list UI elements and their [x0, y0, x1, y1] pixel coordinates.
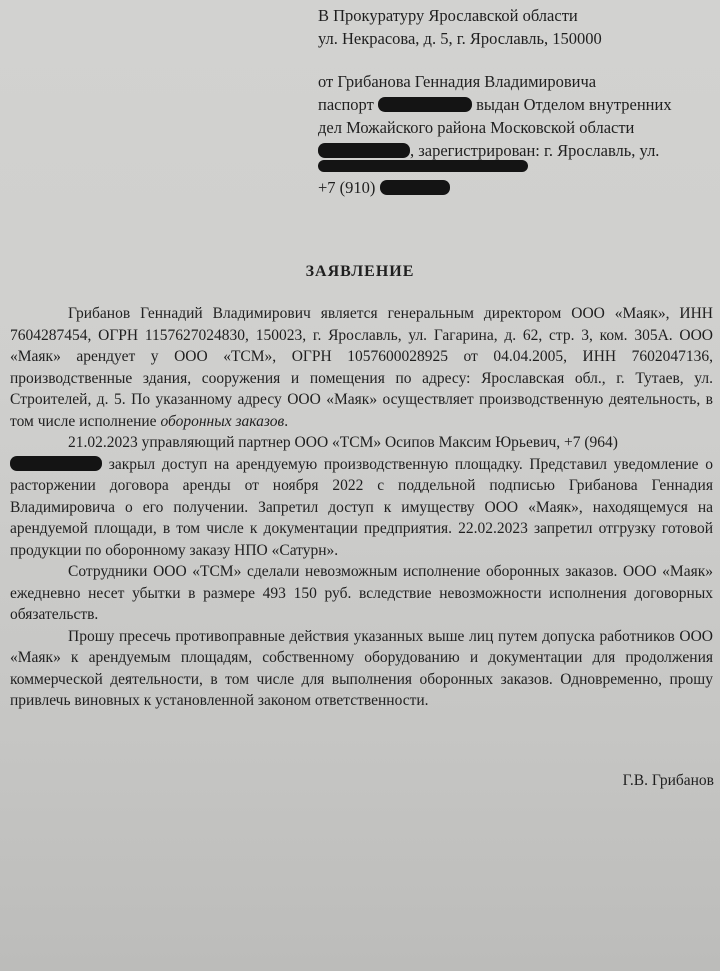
sender-line: от Грибанова Геннадия Владимировича [318, 72, 597, 91]
registration-line: , зарегистрирован: г. Ярославль, ул. [318, 139, 718, 162]
redaction-mark [380, 180, 450, 195]
addressee-address: ул. Некрасова, д. 5, г. Ярославль, 150000 [318, 29, 602, 48]
signature: Г.В. Грибанов [622, 772, 714, 789]
paragraph: Грибанов Геннадий Владимирович является генеральным директором ООО «Маяк», ИНН 7604287454, ОГРН 1157627024830, 150023, г. Ярославль, ул. Гагарина, д. 62, стр. 3, ком. 305А. ООО «Маяк» арендует у ООО «ТСМ», ОГРН 1057600028925 от 04.04.2005, ИНН 7602047136, производственные здания, сооружения и помещения по адресу: Ярославская обл., г. Тутаев, ул. Строителей, д. 5. По указанному адресу ООО «Маяк» осуществляет производственную деятельность, в том числе исполнение оборонных заказов. [10, 305, 713, 430]
paragraph: Прошу пресечь противоправные действия указанных выше лиц путем допуска работников ООО «Маяк» к арендуемым площадям, собственному оборудованию и документации для продолжения коммерческой деятельности, в том числе для выполнения оборонных заказов. Одновременно, прошу привлечь виновных к установленной законом ответственности. [10, 627, 713, 709]
paragraph: 21.02.2023 управляющий партнер ООО «ТСМ» Осипов Максим Юрьевич, +7 (964) закрыл доступ на арендуемую производственную площадку. Представил уведомление о расторжении договора аренды от ноября 2022 с поддельной подписью Грибанова Геннадия Владимировича о его получении. Запретил доступ к имуществу ООО «Маяк», находящемуся на арендуемой площади, в том числе к документации предприятия. 22.02.2023 запретил отгрузку готовой продукции по оборонному заказу НПО «Сатурн». [10, 434, 713, 559]
addressee-block [318, 4, 718, 199]
paragraph: Сотрудники ООО «ТСМ» сделали невозможным исполнение оборонных заказов. ООО «Маяк» ежедневно несет убытки в размере 493 150 руб. вследствие невозможности исполнения договорных обязательств. [10, 563, 713, 623]
redaction-mark [378, 97, 472, 112]
addressee-line: В Прокуратуру Ярославской области [318, 6, 578, 25]
redaction-mark [318, 160, 528, 172]
passport-line: паспорт выдан Отделом внутренних [318, 95, 672, 114]
redaction-row [318, 162, 718, 176]
redaction-mark [10, 456, 102, 471]
redaction-mark [318, 143, 410, 158]
passport-issuer: дел Можайского района Московской области [318, 118, 635, 137]
phone-line: +7 (910) [318, 176, 718, 199]
statement-body [10, 303, 713, 712]
document-title: ЗАЯВЛЕНИЕ [305, 263, 415, 280]
